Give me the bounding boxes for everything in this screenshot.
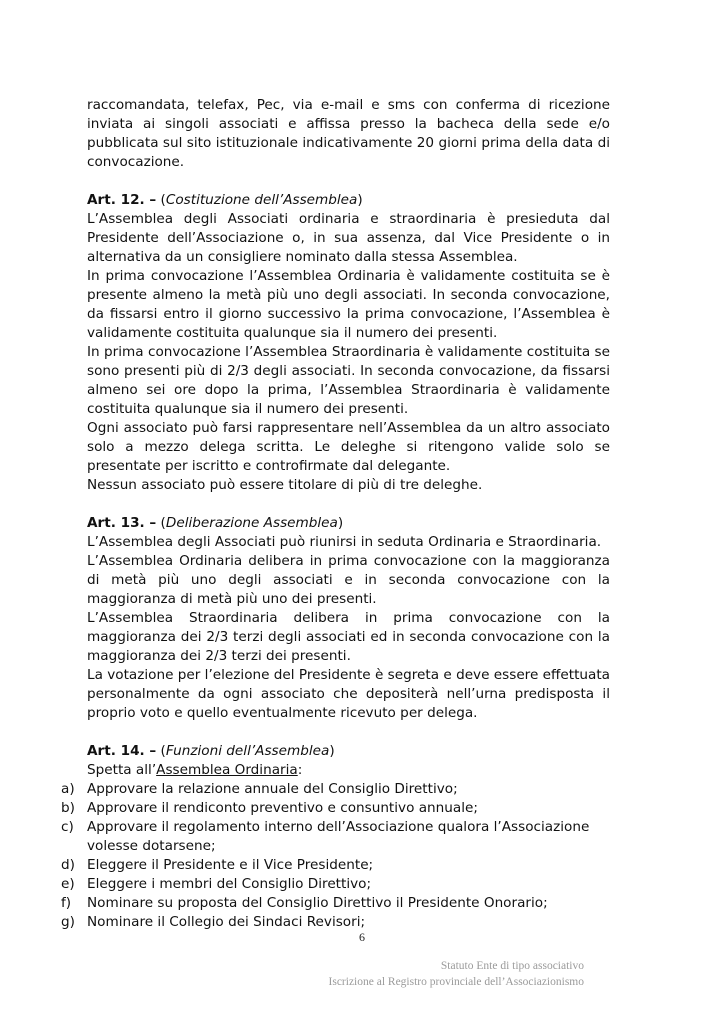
list-marker: d) — [61, 857, 75, 873]
assemblea-ordinaria-label: Assemblea Ordinaria — [156, 762, 298, 778]
art-14-title: Funzioni dell’Assemblea — [165, 743, 330, 759]
list-item — [61, 818, 610, 856]
art-13-title: Deliberazione Assemblea — [165, 515, 338, 531]
footer-line-1: Statuto Ente di tipo associativo — [440, 960, 584, 972]
art-13-paragraph: L’Assemblea degli Associati può riunirsi in seduta Ordinaria e Straordinaria. — [87, 534, 602, 550]
art-12-title: Costituzione dell’Assemblea — [165, 192, 358, 208]
art-12-paragraph: Ogni associato può farsi rappresentare nell’Assemblea da un altro associato solo a mezzo delega scritta. Le deleghe si ritengono valide solo se presentate per iscritto e controfirmate dal delegante. — [87, 420, 610, 474]
art-14-lead: Spetta all’Assemblea Ordinaria: — [87, 762, 303, 778]
list-item — [61, 856, 610, 875]
art-14-heading: Art. 14. – (Funzioni dell’Assemblea) — [87, 743, 335, 759]
intro-paragraph: raccomandata, telefax, Pec, via e-mail e sms con conferma di ricezione inviata ai singoli associati e affissa presso la bacheca della sede e/o pubblicata sul sito istituzionale indicativamente 20 giorni prima della data di convocazione. — [87, 97, 610, 170]
list-item — [61, 894, 610, 913]
list-marker: c) — [61, 819, 74, 835]
list-item-text: Approvare il regolamento interno dell’Associazione qualora l’Associazione volesse dotarsene; — [87, 819, 590, 854]
footer-line-2: Iscrizione al Registro provinciale dell’Associazionismo — [328, 976, 584, 988]
art-14-number: Art. 14. – — [87, 743, 157, 759]
page-footer — [329, 958, 584, 990]
art-12-paragraph: L’Assemblea degli Associati ordinaria e straordinaria è presieduta dal Presidente dell’Associazione o, in sua assenza, dal Vice Presidente o in alternativa da un consigliere nominato dalla stessa Assemblea. — [87, 211, 610, 265]
art-14-list — [61, 780, 610, 932]
list-item — [61, 875, 610, 894]
list-marker: g) — [61, 914, 75, 930]
list-item-text: Approvare il rendiconto preventivo e consuntivo annuale; — [87, 800, 478, 816]
art-12-paragraph: In prima convocazione l’Assemblea Straordinaria è validamente costituita se sono presenti più di 2/3 degli associati. In seconda convocazione, da fissarsi almeno sei ore dopo la prima, l’Assemblea Straordinaria è validamente costituita qualunque sia il numero dei presenti. — [87, 344, 610, 417]
list-marker: a) — [61, 781, 75, 797]
list-item-text: Nominare il Collegio dei Sindaci Revisori; — [87, 914, 366, 930]
list-marker: b) — [61, 800, 75, 816]
art-12-paragraph: Nessun associato può essere titolare di più di tre deleghe. — [87, 477, 483, 493]
art-13-paragraph: L’Assemblea Ordinaria delibera in prima convocazione con la maggioranza di metà più uno degli associati e in seconda convocazione con la maggioranza di metà più uno dei presenti. — [87, 553, 610, 607]
document-body — [61, 96, 611, 932]
art-12-heading: Art. 12. – (Costituzione dell’Assemblea) — [87, 192, 363, 208]
art-13-paragraph: La votazione per l’elezione del Presidente è segreta e deve essere effettuata personalmente da ogni associato che depositerà nell’urna predisposta il proprio voto e quello eventualmente ricevuto per delega. — [87, 667, 611, 721]
art-12-paragraph: In prima convocazione l’Assemblea Ordinaria è validamente costituita se è presente almeno la metà più uno degli associati. In seconda convocazione, da fissarsi entro il giorno successivo la prima convocazione, l’Assemblea è validamente costituita qualunque sia il numero dei presenti. — [87, 268, 610, 341]
art-13-heading: Art. 13. – (Deliberazione Assemblea) — [87, 515, 344, 531]
list-marker: f) — [61, 895, 72, 911]
list-item — [61, 799, 610, 818]
art-13-paragraph: L’Assemblea Straordinaria delibera in prima convocazione con la maggioranza dei 2/3 terzi degli associati ed in seconda convocazione con la maggioranza dei 2/3 terzi dei presenti. — [87, 610, 610, 664]
page-number: 6 — [359, 930, 365, 944]
art-13-number: Art. 13. – — [87, 515, 157, 531]
list-item — [61, 780, 610, 799]
list-item-text: Approvare la relazione annuale del Consiglio Direttivo; — [87, 781, 458, 797]
list-item-text: Nominare su proposta del Consiglio Direttivo il Presidente Onorario; — [87, 895, 548, 911]
list-marker: e) — [61, 876, 75, 892]
art-12-number: Art. 12. – — [87, 192, 157, 208]
list-item-text: Eleggere il Presidente e il Vice Presidente; — [87, 857, 374, 873]
list-item-text: Eleggere i membri del Consiglio Direttivo; — [87, 876, 372, 892]
